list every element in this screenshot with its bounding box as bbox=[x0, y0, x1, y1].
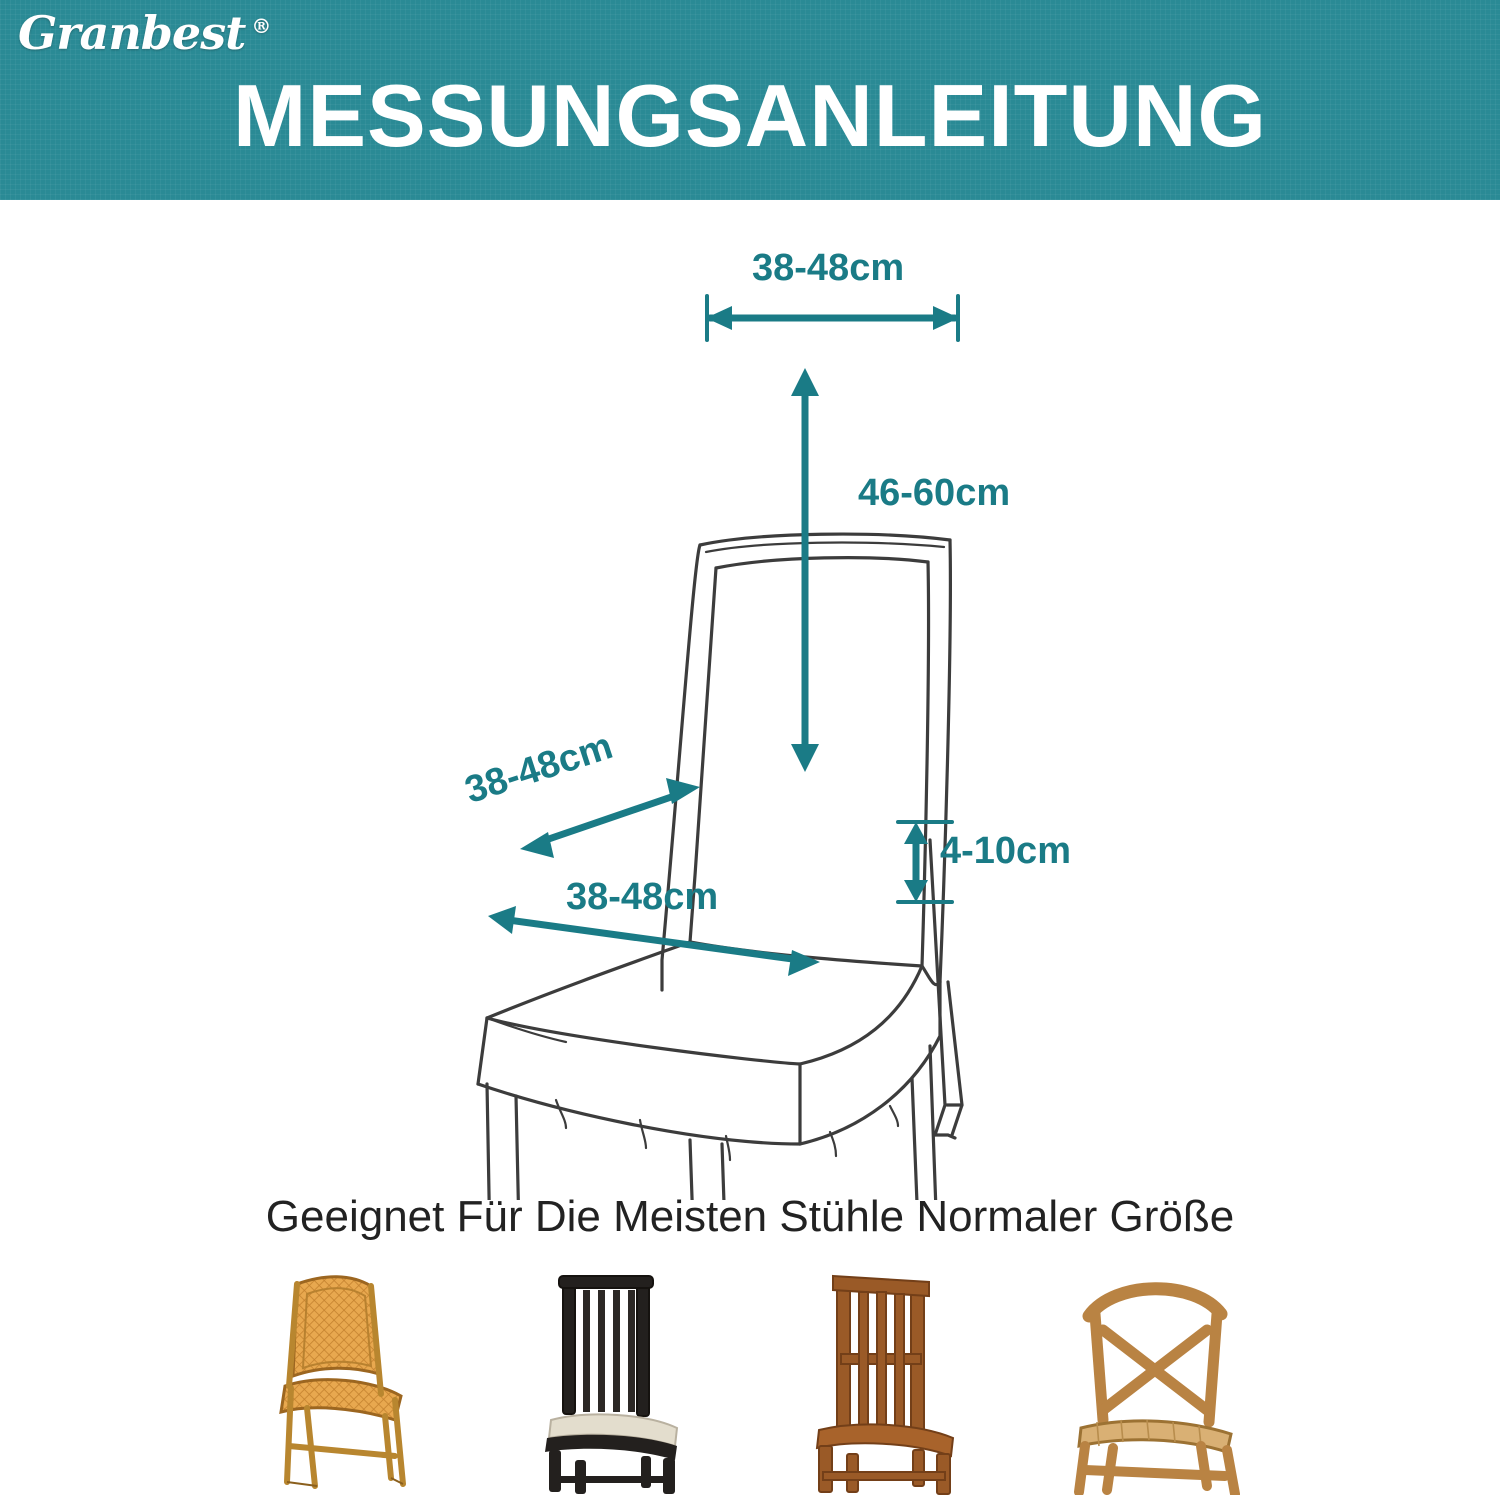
cross-back-chair-icon bbox=[1055, 1270, 1255, 1495]
gallery-item bbox=[515, 1270, 715, 1495]
chair-line-drawing bbox=[0, 200, 1500, 1200]
dimension-label-seat-width: 38-48cm bbox=[566, 876, 719, 918]
gallery-item bbox=[245, 1270, 445, 1495]
registered-trademark-icon: ® bbox=[251, 13, 271, 38]
measurement-diagram bbox=[0, 200, 1500, 1200]
wooden-slat-back-chair-icon bbox=[785, 1270, 985, 1495]
gallery-item bbox=[1055, 1270, 1255, 1495]
black-slat-back-chair-icon bbox=[515, 1270, 715, 1495]
page-title: MESSUNGSANLEITUNG bbox=[233, 66, 1267, 165]
gallery-item bbox=[785, 1270, 985, 1495]
brand-name: Granbest bbox=[18, 6, 246, 60]
dimension-label-seat-thickness: 4-10cm bbox=[940, 830, 1071, 872]
gold-banquet-chair-icon bbox=[245, 1270, 445, 1495]
header-banner bbox=[0, 0, 1500, 200]
dimension-label-backrest-height: 46-60cm bbox=[858, 472, 1011, 514]
dimension-label-backrest-width: 38-48cm bbox=[752, 247, 905, 289]
suitability-caption: Geeignet Für Die Meisten Stühle Normaler Größe bbox=[265, 1192, 1235, 1241]
chair-examples-gallery bbox=[0, 1255, 1500, 1495]
dimension-label-seat-depth: 38-48cm bbox=[460, 724, 618, 812]
brand-logo bbox=[18, 6, 270, 60]
